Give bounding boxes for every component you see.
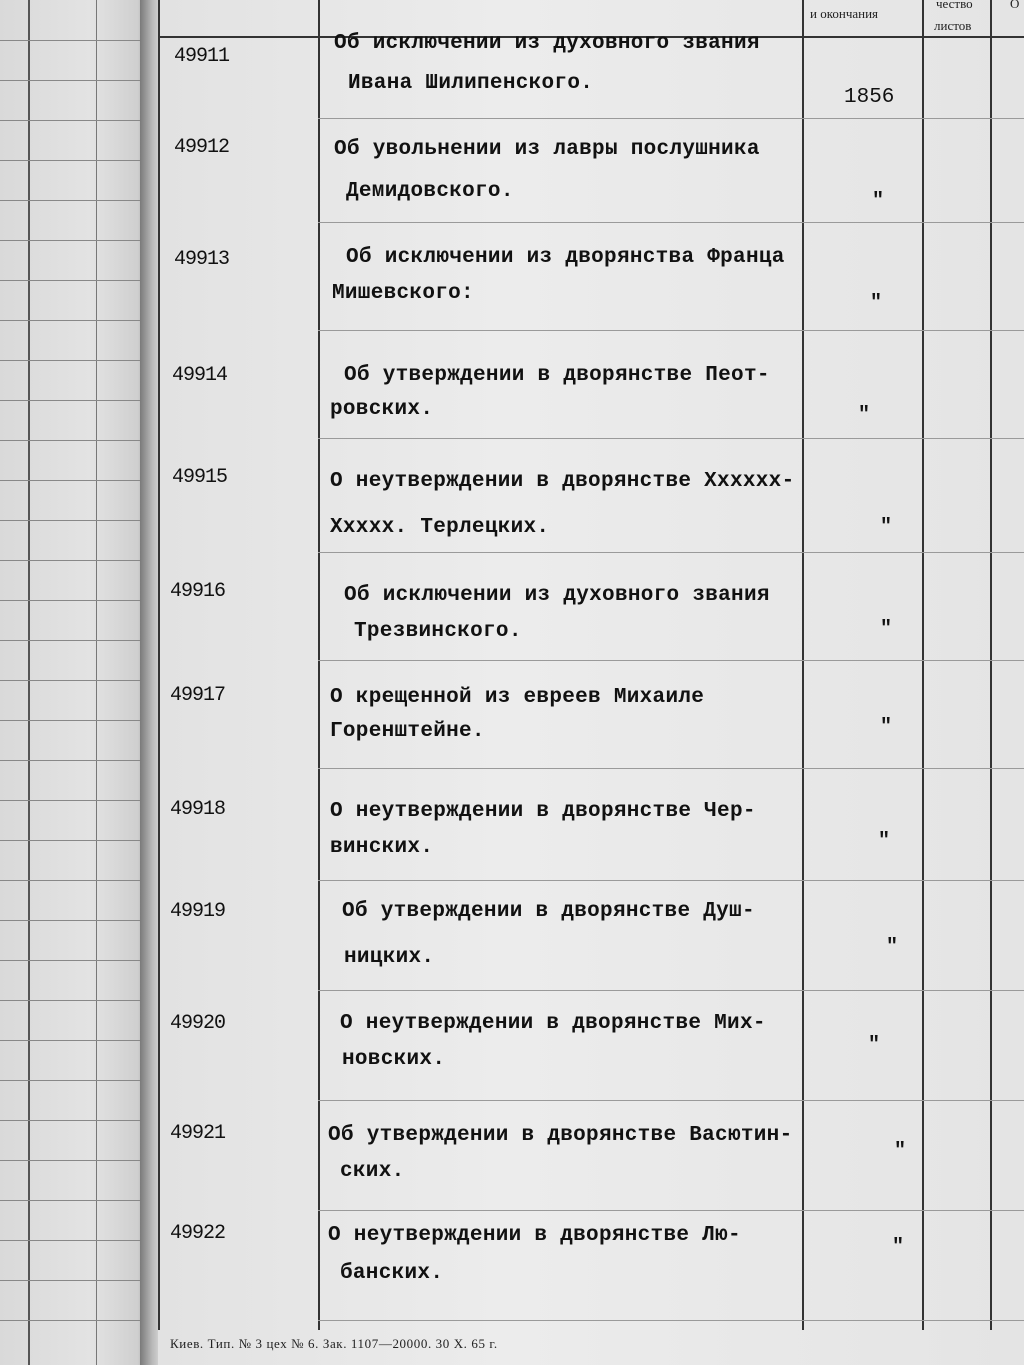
left-page-row-rule [0,320,140,321]
record-title-line2: банских. [340,1262,444,1285]
left-page-row-rule [0,480,140,481]
left-page-row-rule [0,920,140,921]
left-page-row-rule [0,80,140,81]
row-rule [318,1100,1024,1101]
ditto-mark: " [894,1140,907,1163]
record-title-line2: Горенштейне. [330,720,485,743]
left-page-row-rule [0,280,140,281]
record-title-line2: Трезвинского. [354,620,522,643]
record-title-line1: Об исключении из дворянства Франца [346,246,785,269]
left-page-row-rule [0,240,140,241]
record-title-line2: Ххххх. Терлецких. [330,516,550,539]
record-number: 49913 [174,248,230,271]
left-page-row-rule [0,1080,140,1081]
left-page-row-rule [0,640,140,641]
ditto-mark: " [870,292,883,315]
row-rule [318,1320,1024,1321]
left-page-row-rule [0,1200,140,1201]
record-title-line1: Об увольнении из лавры послушника [334,138,760,161]
header-last-col: О [1010,0,1020,11]
record-number: 49914 [172,364,228,387]
record-title-line1: Об утверждении в дворянстве Душ- [342,900,755,923]
left-page-row-rule [0,600,140,601]
left-page-row-rule [0,960,140,961]
left-page-row-rule [0,120,140,121]
left-page-row-rule [0,40,140,41]
row-rule [318,222,1024,223]
ditto-mark: " [872,190,885,213]
record-number: 49912 [174,136,230,159]
left-page-row-rule [0,440,140,441]
column-line [158,0,160,1330]
left-page-row-rule [0,160,140,161]
column-line [922,0,924,1330]
left-page-row-rule [0,1120,140,1121]
header-count-col-2: листов [934,18,972,33]
left-page-row-rule [0,680,140,681]
header-dates-col: и окончания [810,6,879,21]
row-rule [318,118,1024,119]
record-title-line2: новских. [342,1048,446,1071]
record-number: 49917 [170,684,226,707]
left-page-row-rule [0,800,140,801]
record-title-line1: Об утверждении в дворянстве Пеот- [344,364,770,387]
record-title-line2: ских. [340,1160,405,1183]
left-page-row-rule [0,1160,140,1161]
row-rule [318,768,1024,769]
left-page-row-rule [0,840,140,841]
row-rule [318,990,1024,991]
record-title-line2: ницких. [344,946,435,969]
left-page-row-rule [0,1040,140,1041]
left-page-row-rule [0,200,140,201]
ditto-mark: " [892,1236,905,1259]
column-line [802,0,804,1330]
left-page-row-rule [0,1000,140,1001]
left-page-row-rule [0,1240,140,1241]
record-title-line2: Мишевского: [332,282,474,305]
record-title-line2: винских. [330,836,434,859]
ditto-mark: " [858,404,871,427]
row-rule [318,330,1024,331]
record-title-line1: Об исключении из духовного звания [334,32,760,55]
record-title-line1: О неутверждении в дворянстве Хххххх- [330,470,795,493]
row-rule [318,1210,1024,1211]
left-page-row-rule [0,720,140,721]
record-number: 49921 [170,1122,226,1145]
record-title-line1: О неутверждении в дворянстве Чер- [330,800,756,823]
row-rule [318,880,1024,881]
left-page-row-rule [0,520,140,521]
left-page-row-rule [0,1320,140,1321]
record-number: 49918 [170,798,226,821]
record-title-line1: О крещенной из евреев Михаиле [330,686,705,709]
record-title-line1: О неутверждении в дворянстве Мих- [340,1012,766,1035]
left-facing-page [0,0,150,1365]
left-page-row-rule [0,760,140,761]
column-line [318,0,320,1330]
printer-footer: Киев. Тип. № 3 цех № 6. Зак. 1107—20000. 30 X. 65 г. [170,1336,498,1351]
ditto-mark: " [878,830,891,853]
register-page [158,0,1024,1365]
record-number: 49922 [170,1222,226,1245]
record-title-line2: Ивана Шилипенского. [348,72,594,95]
record-number: 49915 [172,466,228,489]
column-line [990,0,992,1330]
row-rule [318,660,1024,661]
ditto-mark: " [868,1034,881,1057]
record-title-line1: Об исключении из духовного звания [344,584,770,607]
ditto-mark: " [880,618,893,641]
row-rule [318,438,1024,439]
record-title-line1: Об утверждении в дворянстве Васютин- [328,1124,793,1147]
record-number: 49916 [170,580,226,603]
record-number: 49911 [174,45,230,68]
header-count-col-1: чество [936,0,973,11]
left-page-row-rule [0,560,140,561]
ditto-mark: " [880,716,893,739]
left-page-row-rule [0,360,140,361]
record-number: 49919 [170,900,226,923]
record-number: 49920 [170,1012,226,1035]
ditto-mark: " [880,516,893,539]
left-page-row-rule [0,1280,140,1281]
record-date: 1856 [844,86,895,109]
record-title-line1: О неутверждении в дворянстве Лю- [328,1224,741,1247]
left-page-row-rule [0,400,140,401]
record-title-line2: ровских. [330,398,434,421]
ditto-mark: " [886,936,899,959]
row-rule [318,552,1024,553]
record-title-line2: Демидовского. [346,180,514,203]
left-page-row-rule [0,880,140,881]
